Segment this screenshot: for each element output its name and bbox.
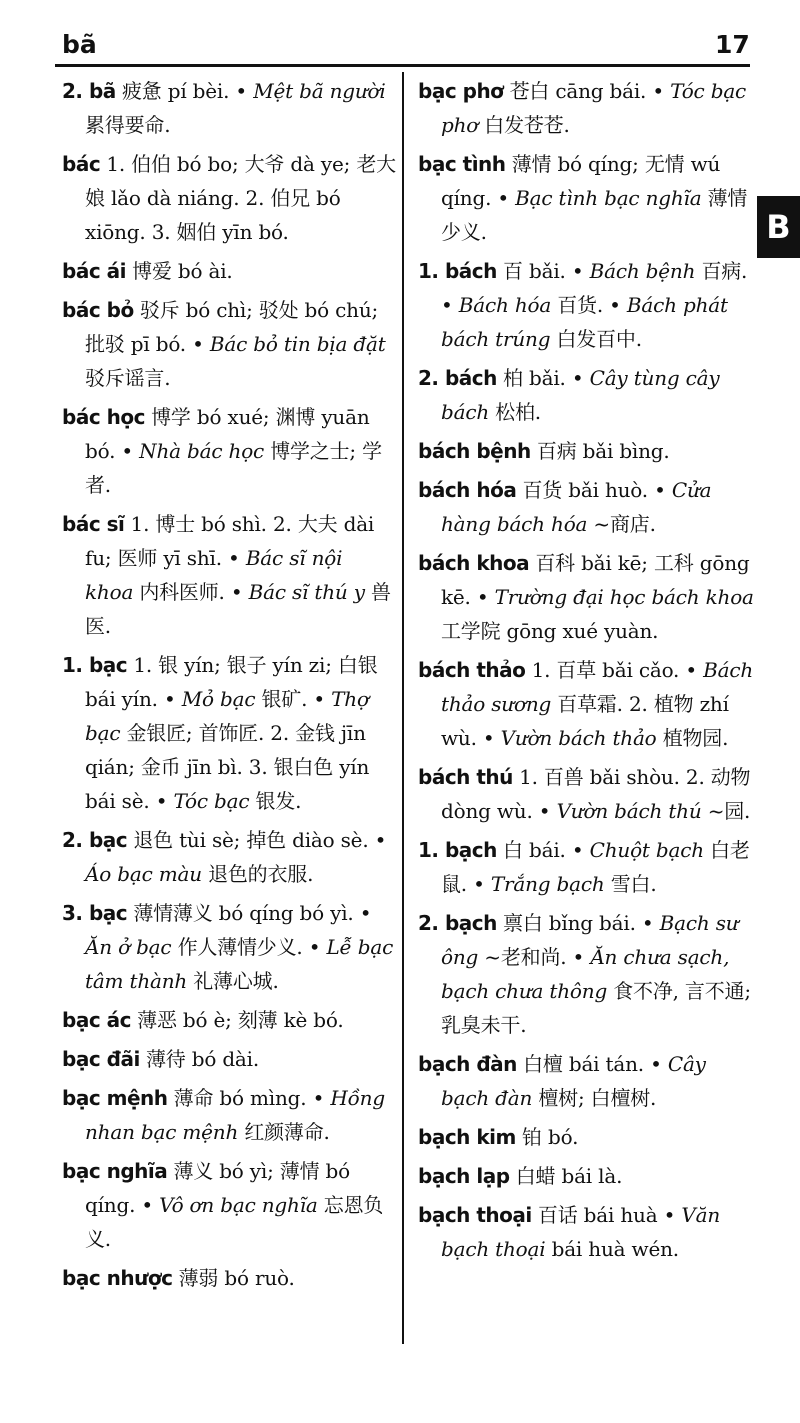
example-phrase: Trường đại học bách khoa bbox=[494, 585, 754, 609]
headword: bác ái bbox=[62, 259, 126, 283]
definition-text: 柏 bǎi. • bbox=[496, 366, 590, 390]
headword: bác học bbox=[62, 405, 145, 429]
headword: bạch thoại bbox=[418, 1203, 532, 1227]
example-phrase: Vườn bách thảo bbox=[500, 726, 657, 750]
example-phrase: Bách phát bách trúng bbox=[441, 293, 728, 351]
headword: bã bbox=[88, 79, 116, 103]
right-column bbox=[418, 74, 754, 1271]
definition-text: 银矿. • bbox=[255, 687, 332, 711]
definition-text: 白老鼠. • bbox=[441, 838, 750, 896]
example-phrase: Cửa hàng bách hóa bbox=[441, 478, 712, 536]
dictionary-entry bbox=[418, 434, 754, 468]
example-phrase: Vô ơn bạc nghĩa bbox=[159, 1193, 318, 1217]
definition-text: 累得要命. bbox=[85, 113, 171, 137]
headword: bạc bbox=[88, 901, 128, 925]
definition-text: ~商店. bbox=[587, 512, 656, 536]
dictionary-entry bbox=[62, 293, 396, 395]
example-phrase: Bác sĩ nội khoa bbox=[85, 546, 343, 604]
header-rule bbox=[55, 64, 750, 67]
definition-text: 食不净, 言不通; 乳臭未干. bbox=[441, 979, 751, 1037]
homonym-number: 2. bbox=[418, 911, 445, 935]
headword: bác sĩ bbox=[62, 512, 125, 536]
headword: bách bệnh bbox=[418, 439, 531, 463]
definition-text: ~老和尚. • bbox=[478, 945, 591, 969]
definition-text: 白檀 bái tán. • bbox=[516, 1052, 668, 1076]
example-phrase: Vườn bách thú bbox=[556, 799, 702, 823]
dictionary-entry bbox=[418, 760, 754, 828]
headword: bạc bbox=[88, 653, 128, 677]
dictionary-entry bbox=[62, 74, 396, 142]
headword: bạch kim bbox=[418, 1125, 516, 1149]
definition-text: 驳斥谣言. bbox=[85, 366, 171, 390]
dictionary-entry bbox=[418, 361, 754, 429]
example-phrase: Bách thảo sương bbox=[441, 658, 754, 716]
headword: bạch lạp bbox=[418, 1164, 510, 1188]
headword: bạc ác bbox=[62, 1008, 131, 1032]
headword: bạch bbox=[444, 838, 497, 862]
definition-text: 雪白. bbox=[604, 872, 657, 896]
example-phrase: Lễ bạc tâm thành bbox=[85, 935, 394, 993]
definition-text: 百病. • bbox=[441, 259, 748, 317]
definition-text: 1. 银 yín; 银子 yín zi; 白银 bái yín. • bbox=[85, 653, 378, 711]
dictionary-entry bbox=[418, 74, 754, 142]
headword: bách hóa bbox=[418, 478, 517, 502]
dictionary-entry bbox=[62, 1154, 396, 1256]
example-phrase: Hồng nhan bạc mệnh bbox=[85, 1086, 385, 1144]
definition-text: 1. 百兽 bǎi shòu. 2. 动物 dòng wù. • bbox=[441, 765, 751, 823]
definition-text: 松柏. bbox=[489, 400, 541, 424]
definition-text: 博学 bó xué; 渊博 yuān bó. • bbox=[85, 405, 370, 463]
definition-text: 百话 bái huà • bbox=[531, 1203, 682, 1227]
headword: bạch đàn bbox=[418, 1052, 517, 1076]
dictionary-entry bbox=[62, 648, 396, 818]
example-phrase: Mệt bã người bbox=[253, 79, 386, 103]
dictionary-entry bbox=[62, 400, 396, 502]
headword: bạc nhược bbox=[62, 1266, 173, 1290]
guide-word: bã bbox=[62, 30, 97, 59]
dictionary-entry bbox=[418, 546, 754, 648]
homonym-number: 3. bbox=[62, 901, 89, 925]
homonym-number: 2. bbox=[418, 366, 445, 390]
definition-text: 薄情薄义 bó qíng bó yì. • bbox=[127, 901, 372, 925]
thumb-tab-letter: B bbox=[766, 208, 791, 246]
definition-text: 兽医. bbox=[85, 580, 391, 638]
dictionary-entry bbox=[418, 906, 754, 1042]
definition-text: 红颜薄命. bbox=[238, 1120, 330, 1144]
headword: bạc tình bbox=[418, 152, 506, 176]
example-phrase: Bạc tình bạc nghĩa bbox=[515, 186, 702, 210]
definition-text: 礼薄心城. bbox=[187, 969, 279, 993]
example-phrase: Áo bạc màu bbox=[85, 862, 202, 886]
definition-text: 百货. • bbox=[551, 293, 627, 317]
definition-text: 薄弱 bó ruò. bbox=[172, 1266, 295, 1290]
example-phrase: Ăn chưa sạch, bạch chưa thông bbox=[441, 945, 730, 1003]
definition-text: 1. 博士 bó shì. 2. 大夫 dài fu; 医师 yī shī. • bbox=[85, 512, 375, 570]
definition-text: 百科 bǎi kē; 工科 gōng kē. • bbox=[441, 551, 750, 609]
definition-text: 薄命 bó mìng. • bbox=[167, 1086, 331, 1110]
example-phrase: Cây tùng cây bách bbox=[441, 366, 720, 424]
example-phrase: Bách hóa bbox=[458, 293, 552, 317]
definition-text: 退色的衣服. bbox=[201, 862, 314, 886]
dictionary-entry bbox=[418, 1198, 754, 1266]
example-phrase: Nhà bác học bbox=[139, 439, 265, 463]
dictionary-entry bbox=[418, 147, 754, 249]
headword: bạc đãi bbox=[62, 1047, 140, 1071]
homonym-number: 2. bbox=[62, 79, 89, 103]
headword: bác bbox=[62, 152, 101, 176]
dictionary-entry bbox=[418, 1047, 754, 1115]
headword: bách thảo bbox=[418, 658, 526, 682]
example-phrase: Mỏ bạc bbox=[181, 687, 256, 711]
headword: bách bbox=[444, 259, 497, 283]
running-head bbox=[0, 0, 800, 62]
definition-text: 工学院 gōng xué yuàn. bbox=[441, 619, 659, 643]
definition-text: bái huà wén. bbox=[545, 1237, 679, 1261]
page-number: 17 bbox=[715, 30, 750, 59]
definition-text: 苍白 cāng bái. • bbox=[503, 79, 671, 103]
headword: bạc nghĩa bbox=[62, 1159, 168, 1183]
example-phrase: Ăn ở bạc bbox=[85, 935, 172, 959]
definition-text: 薄恶 bó è; 刻薄 kè bó. bbox=[130, 1008, 344, 1032]
dictionary-entry bbox=[418, 833, 754, 901]
definition-text: 百病 bǎi bìng. bbox=[530, 439, 670, 463]
definition-text: 1. 伯伯 bó bo; 大爷 dà ye; 老大娘 lǎo dà niáng. 2. 伯兄 bó xiōng. 3. 姻伯 yīn bó. bbox=[85, 152, 396, 244]
left-column bbox=[62, 74, 396, 1300]
example-phrase: Tóc bạc bbox=[173, 789, 250, 813]
definition-text: 白发苍苍. bbox=[478, 113, 570, 137]
definition-text: 铂 bó. bbox=[515, 1125, 579, 1149]
definition-text: 忘恩负义. bbox=[85, 1193, 384, 1251]
headword: bác bỏ bbox=[62, 298, 134, 322]
dictionary-entry bbox=[62, 1261, 396, 1295]
definition-text: 博学之士; 学者. bbox=[85, 439, 382, 497]
definition-text: 金银匠; 首饰匠. 2. 金钱 jīn qián; 金币 jīn bì. 3. 银白色 yín bái sè. • bbox=[85, 721, 370, 813]
definition-text: 植物园. bbox=[656, 726, 729, 750]
homonym-number: 1. bbox=[418, 838, 445, 862]
headword: bạc phơ bbox=[418, 79, 504, 103]
example-phrase: Bách bệnh bbox=[589, 259, 696, 283]
example-phrase: Cây bạch đàn bbox=[441, 1052, 706, 1110]
definition-text: 疲惫 pí bèi. • bbox=[115, 79, 254, 103]
letter-thumb-tab bbox=[757, 196, 800, 258]
dictionary-entry bbox=[418, 1120, 754, 1154]
definition-text: 薄待 bó dài. bbox=[139, 1047, 260, 1071]
definition-text: 博爱 bó ài. bbox=[125, 259, 233, 283]
example-phrase: Chuột bạch bbox=[589, 838, 704, 862]
definition-text: 1. 百草 bǎi cǎo. • bbox=[525, 658, 704, 682]
definition-text: 驳斥 bó chì; 驳处 bó chú; 批驳 pī bó. • bbox=[85, 298, 379, 356]
headword: bạch bbox=[444, 911, 497, 935]
dictionary-entry bbox=[62, 823, 396, 891]
dictionary-entry bbox=[418, 653, 754, 755]
example-phrase: Trắng bạch bbox=[490, 872, 605, 896]
definition-text: 银发. bbox=[249, 789, 302, 813]
example-phrase: Văn bạch thoại bbox=[441, 1203, 721, 1261]
dictionary-entry bbox=[418, 473, 754, 541]
example-phrase: Bác bỏ tin bịa đặt bbox=[209, 332, 386, 356]
homonym-number: 1. bbox=[62, 653, 89, 677]
definition-text: 百草霜. 2. 植物 zhí wù. • bbox=[441, 692, 729, 750]
headword: bách khoa bbox=[418, 551, 530, 575]
example-phrase: Tóc bạc phơ bbox=[441, 79, 747, 137]
dictionary-entry bbox=[418, 254, 754, 356]
definition-text: 薄情少义. bbox=[441, 186, 748, 244]
definition-text: 百货 bǎi huò. • bbox=[516, 478, 672, 502]
definition-text: 白 bái. • bbox=[496, 838, 590, 862]
definition-text: 禀白 bǐng bái. • bbox=[496, 911, 660, 935]
definition-text: 退色 tùi sè; 掉色 diào sè. • bbox=[127, 828, 387, 852]
dictionary-entry bbox=[62, 1042, 396, 1076]
dictionary-entry bbox=[62, 1081, 396, 1149]
definition-text: 作人薄情少义. • bbox=[171, 935, 327, 959]
definition-text: 百 bǎi. • bbox=[496, 259, 590, 283]
dictionary-entry bbox=[418, 1159, 754, 1193]
headword: bạc mệnh bbox=[62, 1086, 168, 1110]
definition-text: 白发百中. bbox=[550, 327, 642, 351]
dictionary-entry bbox=[62, 254, 396, 288]
headword: bách thú bbox=[418, 765, 513, 789]
definition-text: 檀树; 白檀树. bbox=[532, 1086, 657, 1110]
homonym-number: 1. bbox=[418, 259, 445, 283]
example-phrase: Bác sĩ thú y bbox=[248, 580, 365, 604]
headword: bách bbox=[444, 366, 497, 390]
dictionary-entry bbox=[62, 147, 396, 249]
headword: bạc bbox=[88, 828, 128, 852]
example-phrase: Thợ bạc bbox=[85, 687, 369, 745]
dictionary-entry bbox=[62, 507, 396, 643]
definition-text: ~园. bbox=[701, 799, 751, 823]
dictionary-entry bbox=[62, 896, 396, 998]
definition-text: 薄义 bó yì; 薄情 bó qíng. • bbox=[85, 1159, 350, 1217]
dictionary-entry bbox=[62, 1003, 396, 1037]
homonym-number: 2. bbox=[62, 828, 89, 852]
definition-text: 内科医师. • bbox=[133, 580, 249, 604]
column-divider bbox=[402, 72, 404, 1344]
example-phrase: Bạch sư ông bbox=[441, 911, 739, 969]
definition-text: 薄情 bó qíng; 无情 wú qíng. • bbox=[441, 152, 721, 210]
definition-text: 白蜡 bái là. bbox=[509, 1164, 623, 1188]
